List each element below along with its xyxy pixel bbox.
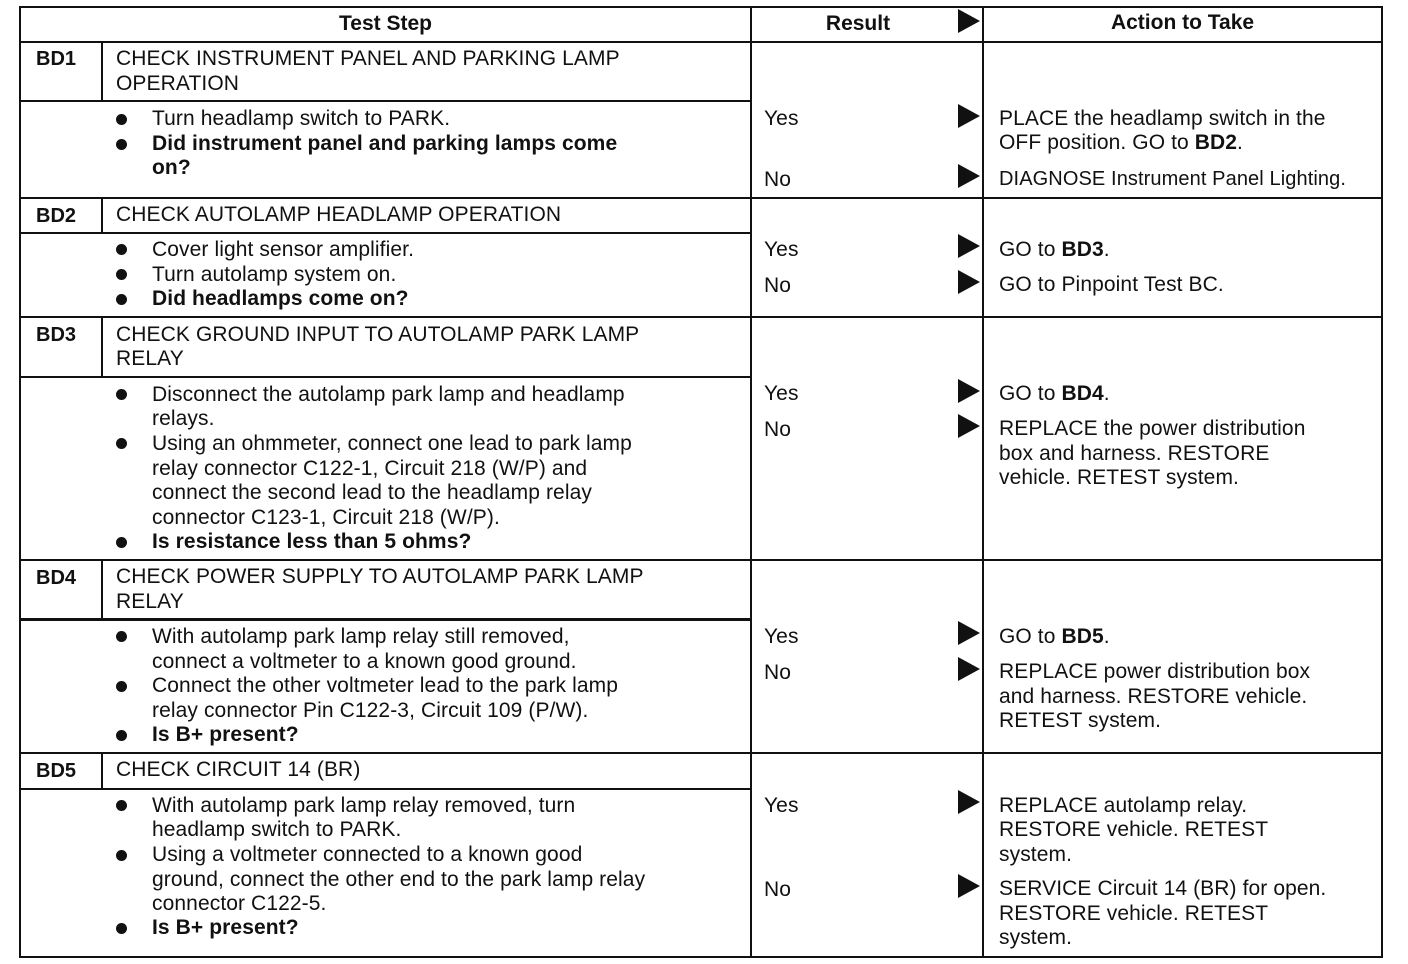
step-title: CHECK CIRCUIT 14 (BR) — [116, 758, 361, 781]
table-border-left — [19, 6, 21, 958]
step-question: Is B+ present? — [152, 916, 299, 939]
bullet-icon — [116, 139, 127, 150]
step-instruction: relays. — [152, 407, 215, 430]
title-divider — [19, 232, 752, 234]
result-label: No — [764, 661, 792, 684]
header-divider — [19, 41, 1383, 43]
bullet-icon — [116, 389, 127, 400]
arrow-icon — [958, 164, 980, 188]
step-id: BD4 — [36, 567, 77, 589]
action-text: and harness. RESTORE vehicle. — [999, 685, 1308, 708]
action-text: PLACE the headlamp switch in the — [999, 107, 1326, 130]
step-instruction: Using an ohmmeter, connect one lead to park lamp — [152, 432, 632, 455]
step-instruction: Turn autolamp system on. — [152, 263, 397, 286]
step-id: BD1 — [36, 48, 77, 70]
step-title: CHECK POWER SUPPLY TO AUTOLAMP PARK LAMP — [116, 565, 644, 588]
step-instruction: Connect the other voltmeter lead to the park lamp — [152, 674, 618, 697]
bullet-icon — [116, 537, 127, 548]
header-action: Action to Take — [1110, 11, 1255, 34]
step-title: RELAY — [116, 590, 184, 613]
bullet-icon — [116, 438, 127, 449]
step-id: BD3 — [36, 324, 77, 346]
action-text: REPLACE power distribution box — [999, 660, 1311, 683]
step-question: Did instrument panel and parking lamps come — [152, 132, 618, 155]
header-test-step: Test Step — [339, 12, 432, 35]
id-divider — [101, 199, 103, 233]
result-label: Yes — [764, 107, 799, 130]
action-text: DIAGNOSE Instrument Panel Lighting. — [999, 168, 1346, 190]
action-text: GO to BD5. — [999, 625, 1110, 648]
action-text: REPLACE autolamp relay. — [999, 794, 1248, 817]
arrow-icon — [958, 414, 980, 438]
row-divider — [19, 559, 1383, 561]
step-instruction: connector C122-5. — [152, 892, 327, 915]
header-arrow-icon — [958, 9, 980, 33]
step-instruction: With autolamp park lamp relay still removed, — [152, 625, 570, 648]
result-label: Yes — [764, 625, 799, 648]
result-label: Yes — [764, 238, 799, 261]
bullet-icon — [116, 244, 127, 255]
step-question: on? — [152, 156, 191, 179]
step-instruction: connect the second lead to the headlamp relay — [152, 481, 592, 504]
step-title: CHECK INSTRUMENT PANEL AND PARKING LAMP — [116, 47, 620, 70]
action-text: REPLACE the power distribution — [999, 417, 1306, 440]
action-text: GO to BD4. — [999, 382, 1110, 405]
action-text: box and harness. RESTORE — [999, 442, 1270, 465]
title-divider — [19, 100, 752, 102]
action-text: GO to Pinpoint Test BC. — [999, 273, 1224, 296]
bullet-icon — [116, 800, 127, 811]
result-label: No — [764, 418, 792, 441]
bullet-icon — [116, 269, 127, 280]
action-text: vehicle. RETEST system. — [999, 466, 1239, 489]
step-title: OPERATION — [116, 72, 240, 95]
title-divider — [19, 788, 752, 790]
bullet-icon — [116, 923, 127, 934]
result-label: No — [764, 878, 792, 901]
row-divider — [19, 197, 1383, 199]
step-instruction: connect a voltmeter to a known good ground. — [152, 650, 577, 673]
header-result: Result — [825, 12, 891, 35]
bullet-icon — [116, 850, 127, 861]
step-instruction: Using a voltmeter connected to a known good — [152, 843, 583, 866]
step-title: CHECK AUTOLAMP HEADLAMP OPERATION — [116, 203, 562, 226]
title-divider — [19, 618, 752, 621]
id-divider — [101, 43, 103, 101]
arrow-icon — [958, 379, 980, 403]
row-divider — [19, 316, 1383, 318]
column-divider-result — [750, 6, 752, 958]
arrow-icon — [958, 270, 980, 294]
bullet-icon — [116, 730, 127, 741]
step-question: Did headlamps come on? — [152, 287, 409, 310]
arrow-icon — [958, 657, 980, 681]
result-label: Yes — [764, 382, 799, 405]
action-text: SERVICE Circuit 14 (BR) for open. — [999, 877, 1327, 900]
arrow-icon — [958, 234, 980, 258]
step-title: RELAY — [116, 347, 184, 370]
action-text: RESTORE vehicle. RETEST — [999, 818, 1269, 841]
id-divider — [101, 561, 103, 619]
bullet-icon — [116, 114, 127, 125]
action-text: RETEST system. — [999, 709, 1162, 732]
action-text: GO to BD3. — [999, 238, 1110, 261]
action-text: OFF position. GO to BD2. — [999, 131, 1243, 154]
step-instruction: Disconnect the autolamp park lamp and headlamp — [152, 383, 625, 406]
bullet-icon — [116, 294, 127, 305]
action-text: system. — [999, 926, 1073, 949]
step-instruction: connector C123-1, Circuit 218 (W/P). — [152, 506, 500, 529]
id-divider — [101, 754, 103, 789]
table-border-top — [19, 6, 1383, 8]
result-label: No — [764, 168, 792, 191]
step-instruction: Turn headlamp switch to PARK. — [152, 107, 451, 130]
title-divider — [19, 376, 752, 378]
step-instruction: relay connector C122-1, Circuit 218 (W/P) and — [152, 457, 588, 480]
step-instruction: relay connector Pin C122-3, Circuit 109 (P/W). — [152, 699, 589, 722]
row-divider — [19, 752, 1383, 754]
step-instruction: With autolamp park lamp relay removed, turn — [152, 794, 576, 817]
step-id: BD5 — [36, 760, 77, 782]
result-label: Yes — [764, 794, 799, 817]
step-instruction: ground, connect the other end to the park lamp relay — [152, 868, 646, 891]
arrow-icon — [958, 874, 980, 898]
bullet-icon — [116, 631, 127, 642]
bullet-icon — [116, 681, 127, 692]
action-text: RESTORE vehicle. RETEST — [999, 902, 1269, 925]
arrow-icon — [958, 621, 980, 645]
step-instruction: headlamp switch to PARK. — [152, 818, 402, 841]
id-divider — [101, 318, 103, 377]
step-question: Is B+ present? — [152, 723, 299, 746]
column-divider-action — [982, 6, 984, 958]
step-id: BD2 — [36, 205, 77, 227]
action-text: system. — [999, 843, 1073, 866]
table-border-bottom — [19, 956, 1383, 958]
table-border-right — [1381, 6, 1383, 958]
step-question: Is resistance less than 5 ohms? — [152, 530, 472, 553]
result-label: No — [764, 274, 792, 297]
arrow-icon — [958, 790, 980, 814]
step-title: CHECK GROUND INPUT TO AUTOLAMP PARK LAMP — [116, 323, 640, 346]
arrow-icon — [958, 104, 980, 128]
step-instruction: Cover light sensor amplifier. — [152, 238, 415, 261]
